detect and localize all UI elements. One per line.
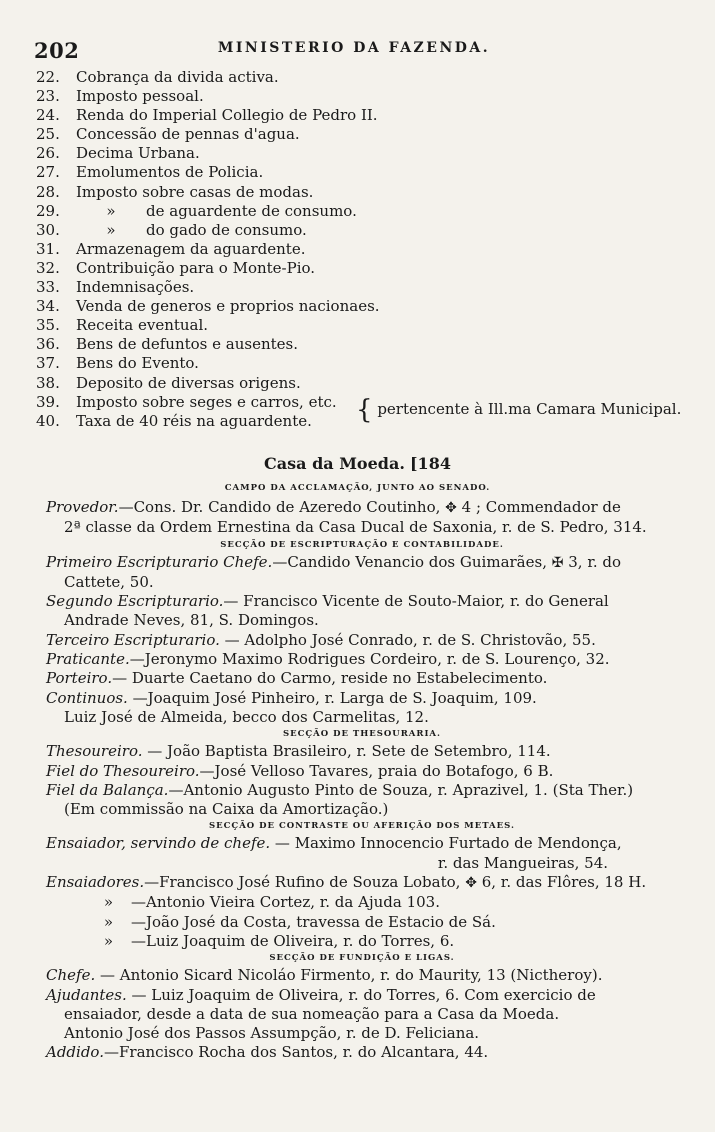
section-contraste: SECÇÃO DE CONTRASTE OU AFERIÇÃO DOS METAES. bbox=[209, 821, 515, 832]
section-heading bbox=[0, 454, 715, 473]
page-header bbox=[34, 38, 674, 62]
list-item: 36. Bens de defuntos e ausentes. bbox=[36, 335, 299, 354]
list-item: 30. » do gado de consumo. bbox=[36, 220, 307, 239]
staff-entry: Ajudantes. — Luiz Joaquim de Oliveira, r. do Torres, 6. Com exercicio de bbox=[46, 985, 596, 1004]
list-item: 33. Indemnisações. bbox=[36, 278, 195, 297]
list-item: 28. Imposto sobre casas de modas. bbox=[36, 182, 314, 201]
staff-entries bbox=[46, 498, 678, 1063]
list-item: 39. Imposto sobre seges e carros, etc. bbox=[36, 392, 337, 411]
revenue-list bbox=[36, 68, 676, 431]
brace-note-text: pertencente à Ill.ma Camara Municipal. bbox=[377, 400, 682, 418]
page-number: 202 bbox=[34, 38, 80, 63]
staff-entry-cont: Cattete, 50. bbox=[64, 572, 154, 591]
casa-title: Casa da Moeda. bbox=[264, 454, 405, 473]
list-item: 26. Decima Urbana. bbox=[36, 144, 200, 163]
brace-icon: { bbox=[356, 395, 373, 425]
staff-entry: Ensaiadores.—Francisco José Rufino de Souza Lobato, ✥ 6, r. das Flôres, 18 H. bbox=[46, 873, 678, 893]
list-item: 31. Armazenagem da aguardente. bbox=[36, 239, 306, 258]
list-item: 25. Concessão de pennas d'agua. bbox=[36, 125, 300, 144]
list-item: 29. » de aguardente de consumo. bbox=[36, 201, 357, 220]
casa-subtitle: CAMPO DA ACCLAMAÇÃO, JUNTO AO SENADO. bbox=[224, 483, 491, 493]
staff-entry: Fiel do Thesoureiro.—José Velloso Tavares, praia do Botafogo, 6 B. bbox=[46, 761, 554, 780]
staff-entry-cont: (Em commissão na Caixa da Amortização.) bbox=[64, 800, 389, 819]
casa-title-bracket: [184 bbox=[409, 454, 451, 473]
staff-entry-cont: ensaiador, desde a data de sua nomeação para a Casa da Moeda. bbox=[64, 1004, 560, 1023]
list-item: 22. Cobrança da divida activa. bbox=[36, 68, 279, 86]
staff-entry-cont: r. das Mangueiras, 54. bbox=[437, 853, 608, 872]
staff-entry: Antonio José dos Passos Assumpção, r. de D. Feliciana. bbox=[64, 1024, 480, 1043]
list-item: 34. Venda de generos e proprios nacionaes. bbox=[36, 297, 380, 316]
staff-entry: Praticante.—Jeronymo Maximo Rodrigues Cordeiro, r. de S. Lourenço, 32. bbox=[46, 650, 610, 669]
staff-entry: Terceiro Escripturario. — Adolpho José Conrado, r. de S. Christovão, 55. bbox=[46, 630, 596, 649]
staff-entry-cont: Andrade Neves, 81, S. Domingos. bbox=[64, 611, 319, 630]
running-title: MINISTERIO DA FAZENDA. bbox=[217, 40, 491, 56]
section-fundicao: SECÇÃO DE FUNDIÇÃO E LIGAS. bbox=[269, 953, 455, 964]
staff-entry: Continuos. —Joaquim José Pinheiro, r. Larga de S. Joaquim, 109. bbox=[46, 688, 537, 707]
staff-entry: Thesoureiro. — João Baptista Brasileiro, r. Sete de Setembro, 114. bbox=[46, 742, 551, 761]
staff-entry: Addido.—Francisco Rocha dos Santos, r. do Alcantara, 44. bbox=[46, 1043, 489, 1062]
list-item: 32. Contribuição para o Monte-Pio. bbox=[36, 258, 316, 277]
staff-entry: » —João José da Costa, travessa de Estacio de Sá. bbox=[103, 912, 496, 931]
staff-entry: Ensaiador, servindo de chefe. — Maximo Innocencio Furtado de Mendonça, bbox=[46, 834, 622, 853]
section-thesouraria: SECÇÃO DE THESOURARIA. bbox=[283, 729, 441, 740]
provedor-entry: Provedor.—Cons. Dr. Candido de Azeredo Coutinho, ✥ 4 ; Commendador de bbox=[46, 498, 678, 518]
list-item: 27. Emolumentos de Policia. bbox=[36, 163, 264, 182]
brace-note bbox=[356, 395, 682, 425]
list-item: 24. Renda do Imperial Collegio de Pedro II. bbox=[36, 106, 378, 125]
list-item: 35. Receita eventual. bbox=[36, 316, 209, 335]
list-item: 38. Deposito de diversas origens. bbox=[36, 373, 301, 392]
provedor-cont: 2ª classe da Ordem Ernestina da Casa Ducal de Saxonia, r. de S. Pedro, 314. bbox=[64, 518, 647, 537]
staff-entry: Porteiro.— Duarte Caetano do Carmo, reside no Estabelecimento. bbox=[46, 669, 548, 688]
staff-entry: » —Antonio Vieira Cortez, r. da Ajuda 103. bbox=[103, 893, 440, 912]
order-cross-icon: ✥ bbox=[465, 875, 477, 892]
list-item: 40. Taxa de 40 réis na aguardente. bbox=[36, 411, 312, 430]
staff-entry: » —Luiz Joaquim de Oliveira, r. do Torres, 6. bbox=[103, 931, 455, 950]
list-item: 37. Bens do Evento. bbox=[36, 354, 199, 373]
staff-entry: Segundo Escripturario.— Francisco Vicente de Souto-Maior, r. do General bbox=[46, 592, 609, 611]
list-item: 23. Imposto pessoal. bbox=[36, 87, 204, 106]
staff-entry: Primeiro Escripturario Chefe.—Candido Venancio dos Guimarães, ✠ 3, r. do bbox=[46, 553, 678, 573]
cross-icon: ✠ bbox=[551, 554, 564, 571]
section-escripturacao: SECÇÃO DE ESCRIPTURAÇÃO E CONTABILIDADE. bbox=[220, 539, 504, 550]
order-cross-icon: ✥ bbox=[445, 500, 457, 516]
staff-entry-cont: Luiz José de Almeida, becco dos Carmelitas, 12. bbox=[64, 707, 429, 726]
staff-entry: Fiel da Balança.—Antonio Augusto Pinto de Souza, r. Aprazivel, 1. (Sta Ther.) bbox=[46, 780, 634, 799]
staff-entry: Chefe. — Antonio Sicard Nicoláo Firmento, r. do Maurity, 13 (Nictheroy). bbox=[46, 966, 603, 985]
